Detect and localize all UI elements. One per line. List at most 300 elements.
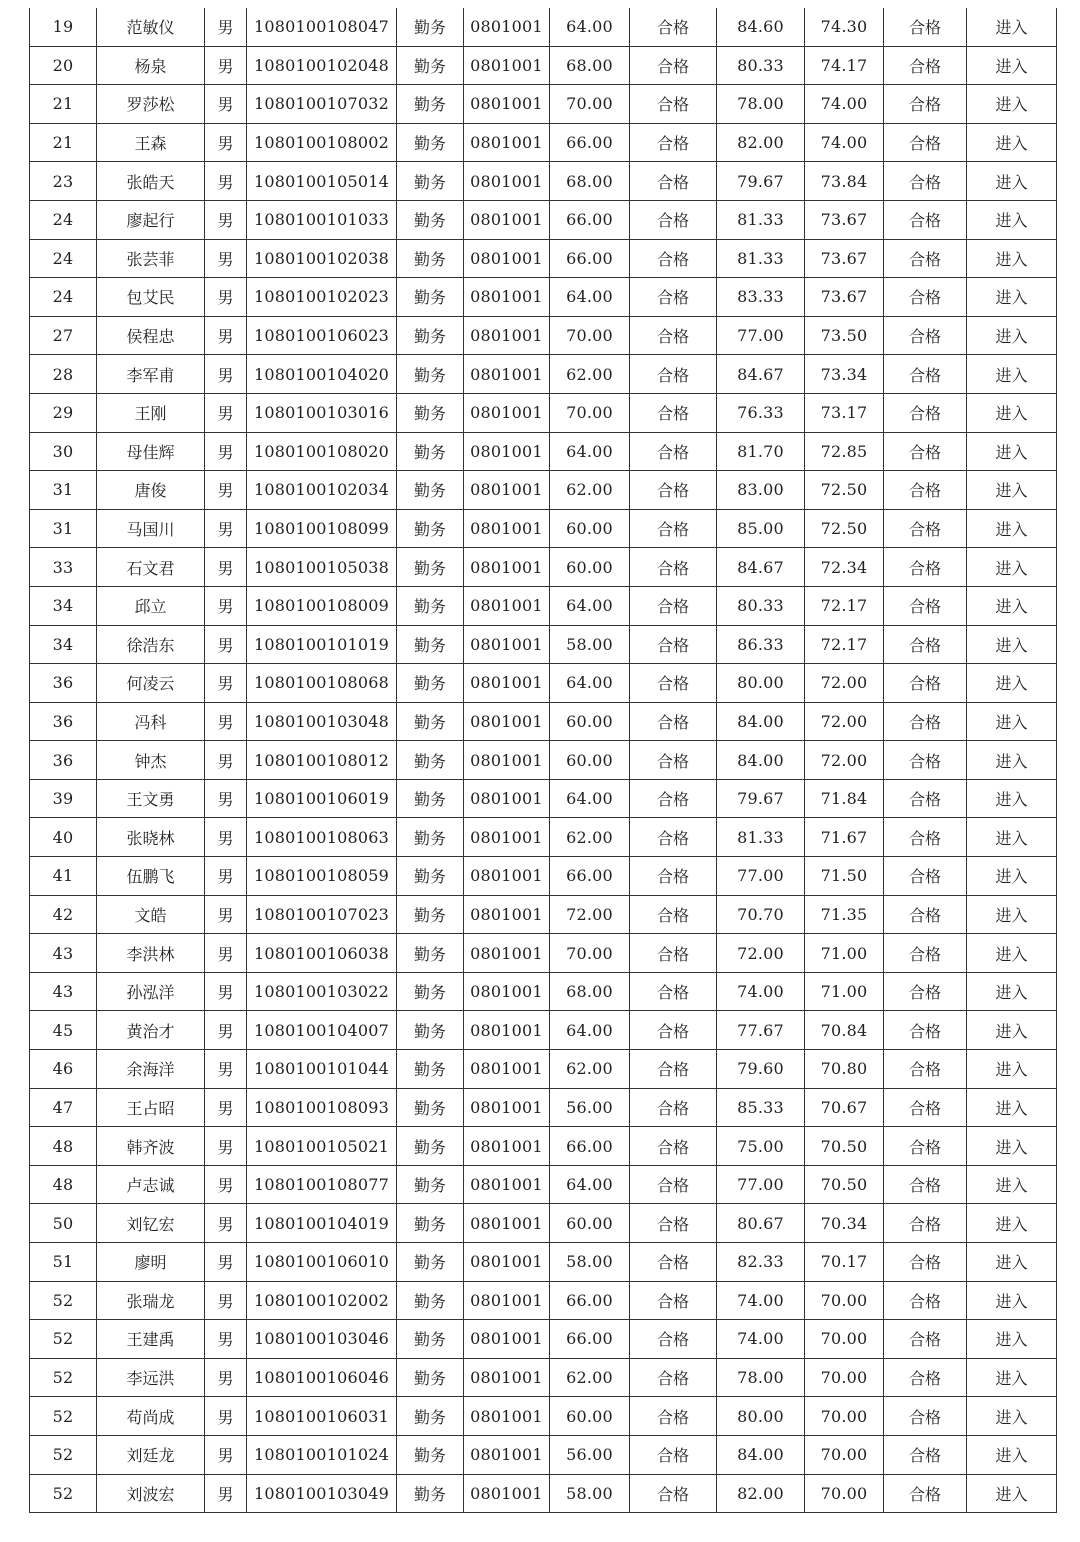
rank-cell: 50 xyxy=(30,1204,97,1243)
position-cell: 勤务 xyxy=(397,1165,464,1204)
rank-cell: 21 xyxy=(30,85,97,124)
physical-result-cell: 合格 xyxy=(884,972,967,1011)
name-cell: 张晓林 xyxy=(97,818,205,857)
status-cell: 进入 xyxy=(967,162,1057,201)
written-score-cell: 68.00 xyxy=(550,162,630,201)
physical-result-cell: 合格 xyxy=(884,432,967,471)
interview-score-cell: 80.00 xyxy=(717,1397,805,1436)
exam-number-cell: 1080100105014 xyxy=(247,162,397,201)
exam-number-cell: 1080100108047 xyxy=(247,8,397,46)
rank-cell: 39 xyxy=(30,779,97,818)
total-score-cell: 72.85 xyxy=(805,432,884,471)
gender-cell: 男 xyxy=(205,1320,247,1359)
status-cell: 进入 xyxy=(967,895,1057,934)
total-score-cell: 73.50 xyxy=(805,316,884,355)
total-score-cell: 70.17 xyxy=(805,1243,884,1282)
position-code-cell: 0801001 xyxy=(464,818,550,857)
results-table xyxy=(29,8,1057,1513)
position-code-cell: 0801001 xyxy=(464,1011,550,1050)
position-code-cell: 0801001 xyxy=(464,471,550,510)
rank-cell: 41 xyxy=(30,857,97,896)
rank-cell: 48 xyxy=(30,1165,97,1204)
written-score-cell: 70.00 xyxy=(550,393,630,432)
position-code-cell: 0801001 xyxy=(464,972,550,1011)
interview-score-cell: 77.00 xyxy=(717,316,805,355)
physical-result-cell: 合格 xyxy=(884,548,967,587)
rank-cell: 43 xyxy=(30,934,97,973)
rank-cell: 45 xyxy=(30,1011,97,1050)
position-cell: 勤务 xyxy=(397,1050,464,1089)
written-score-cell: 72.00 xyxy=(550,895,630,934)
interview-score-cell: 83.00 xyxy=(717,471,805,510)
table-row xyxy=(30,162,1057,201)
qualification-cell: 合格 xyxy=(630,1397,717,1436)
written-score-cell: 58.00 xyxy=(550,1474,630,1513)
name-cell: 李远洪 xyxy=(97,1358,205,1397)
total-score-cell: 74.30 xyxy=(805,8,884,46)
gender-cell: 男 xyxy=(205,625,247,664)
table-row xyxy=(30,123,1057,162)
gender-cell: 男 xyxy=(205,741,247,780)
written-score-cell: 62.00 xyxy=(550,471,630,510)
gender-cell: 男 xyxy=(205,316,247,355)
status-cell: 进入 xyxy=(967,1243,1057,1282)
position-cell: 勤务 xyxy=(397,586,464,625)
exam-number-cell: 1080100102034 xyxy=(247,471,397,510)
status-cell: 进入 xyxy=(967,46,1057,85)
qualification-cell: 合格 xyxy=(630,1011,717,1050)
interview-score-cell: 83.33 xyxy=(717,278,805,317)
physical-result-cell: 合格 xyxy=(884,509,967,548)
status-cell: 进入 xyxy=(967,1088,1057,1127)
position-code-cell: 0801001 xyxy=(464,625,550,664)
rank-cell: 52 xyxy=(30,1474,97,1513)
total-score-cell: 72.00 xyxy=(805,702,884,741)
status-cell: 进入 xyxy=(967,1165,1057,1204)
position-cell: 勤务 xyxy=(397,702,464,741)
position-cell: 勤务 xyxy=(397,895,464,934)
name-cell: 黄治才 xyxy=(97,1011,205,1050)
status-cell: 进入 xyxy=(967,1397,1057,1436)
exam-number-cell: 1080100107032 xyxy=(247,85,397,124)
position-code-cell: 0801001 xyxy=(464,1243,550,1282)
rank-cell: 28 xyxy=(30,355,97,394)
physical-result-cell: 合格 xyxy=(884,741,967,780)
table-row xyxy=(30,46,1057,85)
status-cell: 进入 xyxy=(967,1358,1057,1397)
exam-number-cell: 1080100101044 xyxy=(247,1050,397,1089)
written-score-cell: 60.00 xyxy=(550,548,630,587)
position-code-cell: 0801001 xyxy=(464,278,550,317)
exam-number-cell: 1080100108012 xyxy=(247,741,397,780)
position-cell: 勤务 xyxy=(397,1011,464,1050)
qualification-cell: 合格 xyxy=(630,509,717,548)
total-score-cell: 70.00 xyxy=(805,1435,884,1474)
gender-cell: 男 xyxy=(205,1243,247,1282)
rank-cell: 52 xyxy=(30,1320,97,1359)
name-cell: 母佳辉 xyxy=(97,432,205,471)
qualification-cell: 合格 xyxy=(630,1204,717,1243)
physical-result-cell: 合格 xyxy=(884,162,967,201)
position-code-cell: 0801001 xyxy=(464,664,550,703)
physical-result-cell: 合格 xyxy=(884,8,967,46)
position-code-cell: 0801001 xyxy=(464,393,550,432)
physical-result-cell: 合格 xyxy=(884,934,967,973)
total-score-cell: 70.00 xyxy=(805,1397,884,1436)
interview-score-cell: 75.00 xyxy=(717,1127,805,1166)
gender-cell: 男 xyxy=(205,548,247,587)
interview-score-cell: 77.67 xyxy=(717,1011,805,1050)
physical-result-cell: 合格 xyxy=(884,200,967,239)
interview-score-cell: 80.33 xyxy=(717,586,805,625)
written-score-cell: 64.00 xyxy=(550,278,630,317)
rank-cell: 27 xyxy=(30,316,97,355)
exam-number-cell: 1080100101033 xyxy=(247,200,397,239)
qualification-cell: 合格 xyxy=(630,741,717,780)
exam-number-cell: 1080100101024 xyxy=(247,1435,397,1474)
position-code-cell: 0801001 xyxy=(464,1204,550,1243)
physical-result-cell: 合格 xyxy=(884,586,967,625)
gender-cell: 男 xyxy=(205,278,247,317)
qualification-cell: 合格 xyxy=(630,46,717,85)
table-row xyxy=(30,818,1057,857)
exam-number-cell: 1080100108020 xyxy=(247,432,397,471)
position-code-cell: 0801001 xyxy=(464,857,550,896)
written-score-cell: 66.00 xyxy=(550,1127,630,1166)
written-score-cell: 70.00 xyxy=(550,85,630,124)
qualification-cell: 合格 xyxy=(630,239,717,278)
written-score-cell: 60.00 xyxy=(550,509,630,548)
name-cell: 石文君 xyxy=(97,548,205,587)
physical-result-cell: 合格 xyxy=(884,1204,967,1243)
exam-number-cell: 1080100108059 xyxy=(247,857,397,896)
exam-number-cell: 1080100102002 xyxy=(247,1281,397,1320)
total-score-cell: 70.67 xyxy=(805,1088,884,1127)
written-score-cell: 66.00 xyxy=(550,1320,630,1359)
status-cell: 进入 xyxy=(967,818,1057,857)
qualification-cell: 合格 xyxy=(630,857,717,896)
total-score-cell: 71.00 xyxy=(805,934,884,973)
physical-result-cell: 合格 xyxy=(884,316,967,355)
written-score-cell: 64.00 xyxy=(550,779,630,818)
written-score-cell: 60.00 xyxy=(550,741,630,780)
table-row xyxy=(30,355,1057,394)
total-score-cell: 74.00 xyxy=(805,123,884,162)
status-cell: 进入 xyxy=(967,1435,1057,1474)
gender-cell: 男 xyxy=(205,239,247,278)
written-score-cell: 66.00 xyxy=(550,239,630,278)
table-row xyxy=(30,1243,1057,1282)
rank-cell: 52 xyxy=(30,1281,97,1320)
position-code-cell: 0801001 xyxy=(464,162,550,201)
qualification-cell: 合格 xyxy=(630,123,717,162)
name-cell: 侯程忠 xyxy=(97,316,205,355)
position-cell: 勤务 xyxy=(397,1204,464,1243)
physical-result-cell: 合格 xyxy=(884,895,967,934)
interview-score-cell: 81.70 xyxy=(717,432,805,471)
physical-result-cell: 合格 xyxy=(884,1435,967,1474)
name-cell: 廖起行 xyxy=(97,200,205,239)
qualification-cell: 合格 xyxy=(630,162,717,201)
written-score-cell: 64.00 xyxy=(550,1165,630,1204)
exam-number-cell: 1080100108009 xyxy=(247,586,397,625)
interview-score-cell: 76.33 xyxy=(717,393,805,432)
status-cell: 进入 xyxy=(967,664,1057,703)
interview-score-cell: 82.00 xyxy=(717,1474,805,1513)
interview-score-cell: 72.00 xyxy=(717,934,805,973)
position-code-cell: 0801001 xyxy=(464,8,550,46)
exam-number-cell: 1080100101019 xyxy=(247,625,397,664)
status-cell: 进入 xyxy=(967,1204,1057,1243)
written-score-cell: 68.00 xyxy=(550,972,630,1011)
table-row xyxy=(30,741,1057,780)
interview-score-cell: 84.67 xyxy=(717,355,805,394)
rank-cell: 19 xyxy=(30,8,97,46)
interview-score-cell: 74.00 xyxy=(717,1320,805,1359)
table-row xyxy=(30,1320,1057,1359)
written-score-cell: 60.00 xyxy=(550,1397,630,1436)
rank-cell: 24 xyxy=(30,239,97,278)
name-cell: 冯科 xyxy=(97,702,205,741)
rank-cell: 33 xyxy=(30,548,97,587)
name-cell: 邱立 xyxy=(97,586,205,625)
total-score-cell: 72.17 xyxy=(805,586,884,625)
position-code-cell: 0801001 xyxy=(464,586,550,625)
rank-cell: 52 xyxy=(30,1397,97,1436)
qualification-cell: 合格 xyxy=(630,1320,717,1359)
position-code-cell: 0801001 xyxy=(464,1088,550,1127)
status-cell: 进入 xyxy=(967,934,1057,973)
name-cell: 王森 xyxy=(97,123,205,162)
qualification-cell: 合格 xyxy=(630,1243,717,1282)
exam-number-cell: 1080100107023 xyxy=(247,895,397,934)
qualification-cell: 合格 xyxy=(630,1127,717,1166)
rank-cell: 48 xyxy=(30,1127,97,1166)
status-cell: 进入 xyxy=(967,972,1057,1011)
table-row xyxy=(30,625,1057,664)
position-cell: 勤务 xyxy=(397,934,464,973)
status-cell: 进入 xyxy=(967,625,1057,664)
written-score-cell: 70.00 xyxy=(550,934,630,973)
total-score-cell: 70.50 xyxy=(805,1127,884,1166)
table-row xyxy=(30,1358,1057,1397)
position-cell: 勤务 xyxy=(397,741,464,780)
position-code-cell: 0801001 xyxy=(464,355,550,394)
table-row xyxy=(30,1204,1057,1243)
exam-number-cell: 1080100106010 xyxy=(247,1243,397,1282)
rank-cell: 47 xyxy=(30,1088,97,1127)
position-cell: 勤务 xyxy=(397,1088,464,1127)
status-cell: 进入 xyxy=(967,586,1057,625)
gender-cell: 男 xyxy=(205,1127,247,1166)
exam-number-cell: 1080100106038 xyxy=(247,934,397,973)
position-cell: 勤务 xyxy=(397,625,464,664)
exam-number-cell: 1080100108077 xyxy=(247,1165,397,1204)
interview-score-cell: 82.33 xyxy=(717,1243,805,1282)
rank-cell: 31 xyxy=(30,509,97,548)
total-score-cell: 71.00 xyxy=(805,972,884,1011)
rank-cell: 23 xyxy=(30,162,97,201)
name-cell: 李军甫 xyxy=(97,355,205,394)
physical-result-cell: 合格 xyxy=(884,1127,967,1166)
rank-cell: 36 xyxy=(30,702,97,741)
exam-number-cell: 1080100102038 xyxy=(247,239,397,278)
qualification-cell: 合格 xyxy=(630,625,717,664)
table-row xyxy=(30,1011,1057,1050)
physical-result-cell: 合格 xyxy=(884,779,967,818)
interview-score-cell: 74.00 xyxy=(717,1281,805,1320)
physical-result-cell: 合格 xyxy=(884,355,967,394)
position-code-cell: 0801001 xyxy=(464,548,550,587)
name-cell: 王建禹 xyxy=(97,1320,205,1359)
physical-result-cell: 合格 xyxy=(884,1358,967,1397)
gender-cell: 男 xyxy=(205,1011,247,1050)
physical-result-cell: 合格 xyxy=(884,1320,967,1359)
name-cell: 刘钇宏 xyxy=(97,1204,205,1243)
status-cell: 进入 xyxy=(967,123,1057,162)
qualification-cell: 合格 xyxy=(630,85,717,124)
interview-score-cell: 81.33 xyxy=(717,239,805,278)
position-cell: 勤务 xyxy=(397,316,464,355)
total-score-cell: 72.50 xyxy=(805,471,884,510)
gender-cell: 男 xyxy=(205,46,247,85)
qualification-cell: 合格 xyxy=(630,702,717,741)
qualification-cell: 合格 xyxy=(630,1165,717,1204)
exam-number-cell: 1080100102023 xyxy=(247,278,397,317)
written-score-cell: 60.00 xyxy=(550,1204,630,1243)
position-code-cell: 0801001 xyxy=(464,741,550,780)
total-score-cell: 71.50 xyxy=(805,857,884,896)
total-score-cell: 70.34 xyxy=(805,1204,884,1243)
gender-cell: 男 xyxy=(205,779,247,818)
gender-cell: 男 xyxy=(205,1397,247,1436)
position-code-cell: 0801001 xyxy=(464,895,550,934)
gender-cell: 男 xyxy=(205,972,247,1011)
name-cell: 余海洋 xyxy=(97,1050,205,1089)
written-score-cell: 56.00 xyxy=(550,1435,630,1474)
exam-number-cell: 1080100106023 xyxy=(247,316,397,355)
qualification-cell: 合格 xyxy=(630,1088,717,1127)
total-score-cell: 73.84 xyxy=(805,162,884,201)
position-code-cell: 0801001 xyxy=(464,123,550,162)
exam-number-cell: 1080100103048 xyxy=(247,702,397,741)
position-cell: 勤务 xyxy=(397,1397,464,1436)
table-row xyxy=(30,1165,1057,1204)
status-cell: 进入 xyxy=(967,1320,1057,1359)
position-cell: 勤务 xyxy=(397,818,464,857)
gender-cell: 男 xyxy=(205,393,247,432)
total-score-cell: 71.84 xyxy=(805,779,884,818)
gender-cell: 男 xyxy=(205,857,247,896)
position-code-cell: 0801001 xyxy=(464,85,550,124)
total-score-cell: 70.84 xyxy=(805,1011,884,1050)
name-cell: 张瑞龙 xyxy=(97,1281,205,1320)
gender-cell: 男 xyxy=(205,818,247,857)
position-cell: 勤务 xyxy=(397,162,464,201)
exam-number-cell: 1080100108002 xyxy=(247,123,397,162)
position-code-cell: 0801001 xyxy=(464,702,550,741)
position-code-cell: 0801001 xyxy=(464,934,550,973)
position-code-cell: 0801001 xyxy=(464,1050,550,1089)
total-score-cell: 73.67 xyxy=(805,278,884,317)
rank-cell: 20 xyxy=(30,46,97,85)
qualification-cell: 合格 xyxy=(630,1050,717,1089)
written-score-cell: 66.00 xyxy=(550,857,630,896)
written-score-cell: 64.00 xyxy=(550,664,630,703)
written-score-cell: 70.00 xyxy=(550,316,630,355)
interview-score-cell: 79.60 xyxy=(717,1050,805,1089)
rank-cell: 51 xyxy=(30,1243,97,1282)
position-cell: 勤务 xyxy=(397,200,464,239)
name-cell: 王刚 xyxy=(97,393,205,432)
position-code-cell: 0801001 xyxy=(464,239,550,278)
rank-cell: 24 xyxy=(30,200,97,239)
physical-result-cell: 合格 xyxy=(884,471,967,510)
interview-score-cell: 84.00 xyxy=(717,702,805,741)
exam-number-cell: 1080100108068 xyxy=(247,664,397,703)
interview-score-cell: 84.67 xyxy=(717,548,805,587)
interview-score-cell: 84.60 xyxy=(717,8,805,46)
written-score-cell: 58.00 xyxy=(550,1243,630,1282)
table-row xyxy=(30,278,1057,317)
name-cell: 王文勇 xyxy=(97,779,205,818)
physical-result-cell: 合格 xyxy=(884,1011,967,1050)
total-score-cell: 73.67 xyxy=(805,239,884,278)
table-row xyxy=(30,548,1057,587)
rank-cell: 42 xyxy=(30,895,97,934)
rank-cell: 52 xyxy=(30,1358,97,1397)
status-cell: 进入 xyxy=(967,741,1057,780)
status-cell: 进入 xyxy=(967,239,1057,278)
name-cell: 包艾民 xyxy=(97,278,205,317)
rank-cell: 31 xyxy=(30,471,97,510)
table-row xyxy=(30,8,1057,46)
position-cell: 勤务 xyxy=(397,1127,464,1166)
qualification-cell: 合格 xyxy=(630,278,717,317)
gender-cell: 男 xyxy=(205,1281,247,1320)
table-body xyxy=(30,8,1057,1513)
gender-cell: 男 xyxy=(205,664,247,703)
gender-cell: 男 xyxy=(205,162,247,201)
total-score-cell: 71.67 xyxy=(805,818,884,857)
total-score-cell: 72.34 xyxy=(805,548,884,587)
interview-score-cell: 82.00 xyxy=(717,123,805,162)
status-cell: 进入 xyxy=(967,393,1057,432)
written-score-cell: 66.00 xyxy=(550,123,630,162)
total-score-cell: 72.50 xyxy=(805,509,884,548)
interview-score-cell: 70.70 xyxy=(717,895,805,934)
table-row xyxy=(30,1050,1057,1089)
name-cell: 王占昭 xyxy=(97,1088,205,1127)
qualification-cell: 合格 xyxy=(630,393,717,432)
qualification-cell: 合格 xyxy=(630,1281,717,1320)
name-cell: 苟尚成 xyxy=(97,1397,205,1436)
table-row xyxy=(30,857,1057,896)
written-score-cell: 66.00 xyxy=(550,1281,630,1320)
qualification-cell: 合格 xyxy=(630,316,717,355)
physical-result-cell: 合格 xyxy=(884,123,967,162)
qualification-cell: 合格 xyxy=(630,779,717,818)
physical-result-cell: 合格 xyxy=(884,239,967,278)
physical-result-cell: 合格 xyxy=(884,1243,967,1282)
position-cell: 勤务 xyxy=(397,46,464,85)
qualification-cell: 合格 xyxy=(630,200,717,239)
status-cell: 进入 xyxy=(967,1281,1057,1320)
written-score-cell: 64.00 xyxy=(550,586,630,625)
written-score-cell: 64.00 xyxy=(550,432,630,471)
name-cell: 刘廷龙 xyxy=(97,1435,205,1474)
name-cell: 廖明 xyxy=(97,1243,205,1282)
